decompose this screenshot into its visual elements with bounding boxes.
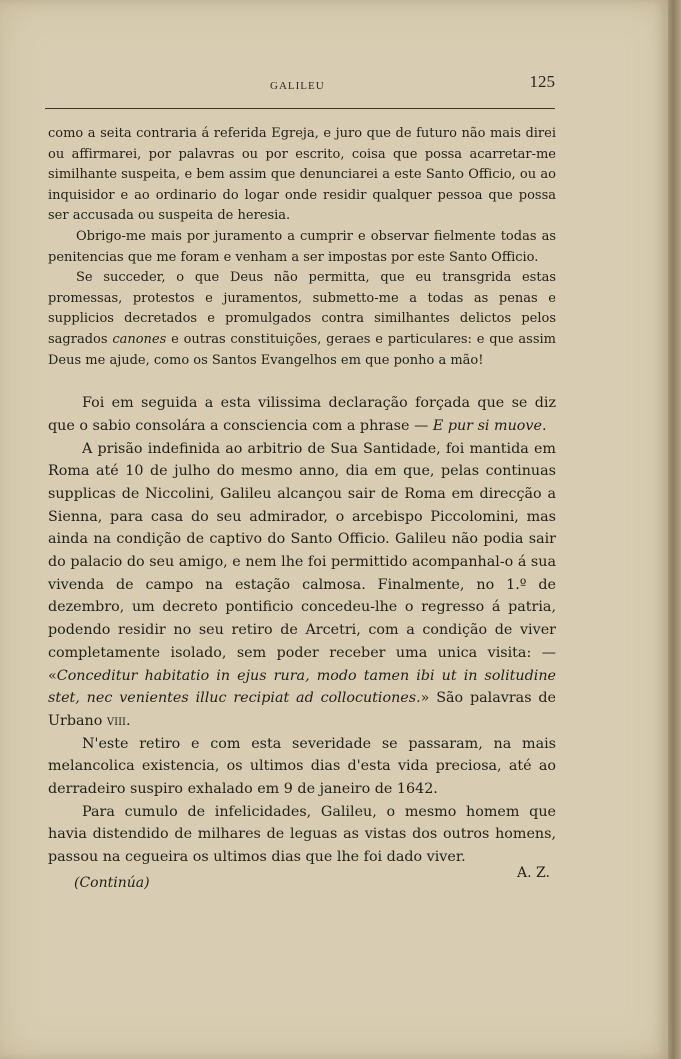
running-head: [45, 72, 555, 96]
quote-paragraph: como a seita contraria á referida Egreja, e juro que de futuro não mais direi ou affirmarei, por palavras ou por escrito, coisa que possa acarretar-me similhante suspeita, e bem assim que denunciarei a este Santo Officio, ou ao inquisidor e ao ordinario do logar onde residir qualquer pessoa que possa ser accusada ou suspeita de heresia.: [48, 126, 556, 224]
quote-paragraph: Se succeder, o que Deus não permitta, que eu transgrida estas promessas, protestos e juramentos, submetto-me a todas as penas e supplicios decretados e promulgados contra similhantes delictos pelos sagrados canones e outras constituições, geraes e particulares: e que assim Deus me ajude, como os Santos Evangelhos em que ponho a mão!: [48, 270, 556, 368]
author-initials: A. Z.: [517, 864, 550, 881]
body-paragraph: Para cumulo de infelicidades, Galileu, o mesmo homem que havia distendido de milhares de leguas as vistas dos outros homens, passou na cegueira os ultimos dias que lhe foi dado viver.: [48, 803, 556, 866]
signoff: [48, 864, 556, 895]
body-paragraph: N'este retiro e com esta severidade se passaram, na mais melancolica existencia, os ultimos dias d'esta vida preciosa, até ao derradeiro suspiro exhalado em 9 de janeiro de 1642.: [48, 735, 556, 798]
quote-paragraph: Obrigo-me mais por juramento a cumprir e observar fielmente todas as penitencias que me foram e venham a ser impostas por este Santo Officio.: [48, 228, 556, 265]
body-paragraph: A prisão indefinida ao arbitrio de Sua Santidade, foi mantida em Roma até 10 de julho do mesmo anno, dia em que, pelas continuas supplicas de Niccolini, Galileu alcançou sair de Roma em direcção a Sienna, para casa do seu admirador, o arcebispo Piccolomini, mas ainda na condição de captivo do Santo Officio. Galileu não podia sair do palacio do seu amigo, e nem lhe foi permittido acompanhal-o á sua vivenda de campo na estação calmosa. Finalmente, no 1.º de dezembro, um decreto pontificio concedeu-lhe o regresso á patria, podendo residir no seu retiro de Arcetri, com a condição de viver completamente isolado, sem poder receber uma unica visita: — «Conceditur habitatio in ejus rura, modo tamen ibi ut in solitudine stet, nec venientes illuc recipiat ad collocutiones.» São palavras de Urbano viii.: [48, 440, 556, 729]
text-block: [48, 124, 556, 895]
abjuration-quote: [48, 124, 556, 371]
page-number: 125: [529, 72, 555, 91]
header-rule: [45, 108, 555, 109]
body-text: [48, 392, 556, 869]
running-title: GALILEU: [270, 80, 325, 92]
body-paragraph: Foi em seguida a esta vilissima declaração forçada que se diz que o sabio consolára a consciencia com a phrase — E pur si muove.: [48, 395, 556, 434]
continued-note: (Continúa): [74, 874, 150, 891]
page-edge: [668, 0, 681, 1059]
